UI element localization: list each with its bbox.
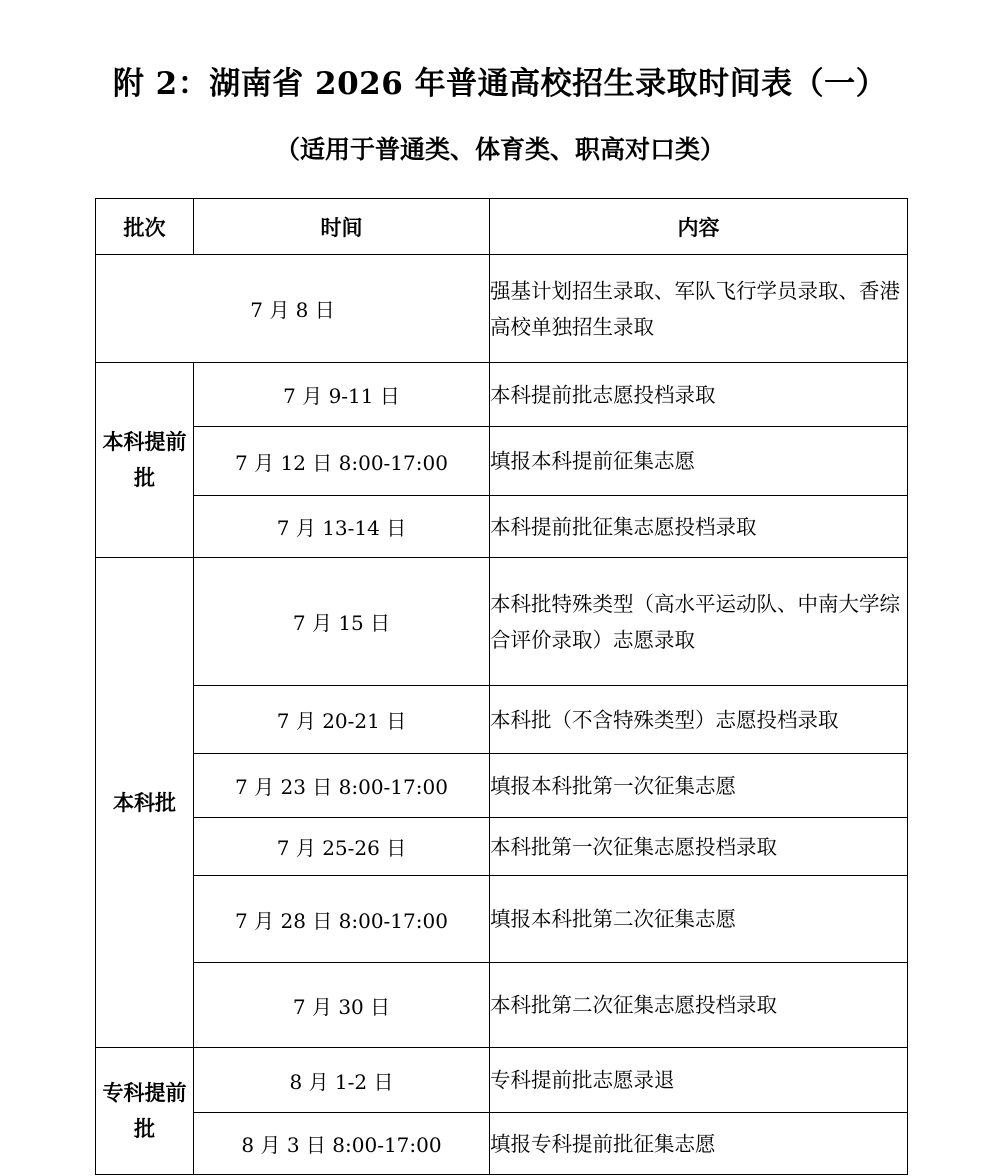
row-content: 强基计划招生录取、军队飞行学员录取、香港高校单独招生录取 (490, 255, 908, 363)
table-row (96, 363, 908, 427)
row-time: 7 月 30 日 (194, 963, 490, 1048)
table-row (96, 754, 908, 818)
admission-schedule-table (95, 198, 908, 1175)
batch-cell: 本科提前批 (96, 363, 194, 558)
table-row (96, 427, 908, 496)
table-row (96, 1113, 908, 1175)
row-content: 填报本科批第一次征集志愿 (490, 754, 908, 818)
row-time: 7 月 9-11 日 (194, 363, 490, 427)
table-row (96, 558, 908, 686)
row-time: 7 月 23 日 8:00-17:00 (194, 754, 490, 818)
table-row (96, 963, 908, 1048)
header-time: 时间 (194, 199, 490, 255)
row-time: 8 月 3 日 8:00-17:00 (194, 1113, 490, 1175)
row-content: 本科批特殊类型（高水平运动队、中南大学综合评价录取）志愿录取 (490, 558, 908, 686)
row-time: 7 月 20-21 日 (194, 686, 490, 754)
batch-cell: 专科提前批 (96, 1048, 194, 1175)
header-content: 内容 (490, 199, 908, 255)
page-subtitle: （适用于普通类、体育类、职高对口类） (274, 135, 725, 164)
table-header-row (96, 199, 908, 255)
batch-cell: 本科批 (96, 558, 194, 1048)
table-row (96, 876, 908, 963)
row-content: 专科提前批志愿录退 (490, 1048, 908, 1113)
page-title: 附 2：湖南省 2026 年普通高校招生录取时间表（一） (112, 66, 888, 102)
table-row (96, 255, 908, 363)
row-content: 本科提前批征集志愿投档录取 (490, 496, 908, 558)
row-content: 填报本科批第二次征集志愿 (490, 876, 908, 963)
row-time: 7 月 15 日 (194, 558, 490, 686)
row-time: 8 月 1-2 日 (194, 1048, 490, 1113)
row-content: 本科提前批志愿投档录取 (490, 363, 908, 427)
row-content: 填报专科提前批征集志愿 (490, 1113, 908, 1175)
row-content: 填报本科提前征集志愿 (490, 427, 908, 496)
row-time: 7 月 28 日 8:00-17:00 (194, 876, 490, 963)
row-content: 本科批第二次征集志愿投档录取 (490, 963, 908, 1048)
row-time: 7 月 12 日 8:00-17:00 (194, 427, 490, 496)
row-time: 7 月 8 日 (96, 255, 490, 363)
table-row (96, 686, 908, 754)
row-content: 本科批第一次征集志愿投档录取 (490, 818, 908, 876)
row-content: 本科批（不含特殊类型）志愿投档录取 (490, 686, 908, 754)
row-time: 7 月 25-26 日 (194, 818, 490, 876)
table-row (96, 496, 908, 558)
row-time: 7 月 13-14 日 (194, 496, 490, 558)
table-row (96, 1048, 908, 1113)
table-row (96, 818, 908, 876)
header-batch: 批次 (96, 199, 194, 255)
